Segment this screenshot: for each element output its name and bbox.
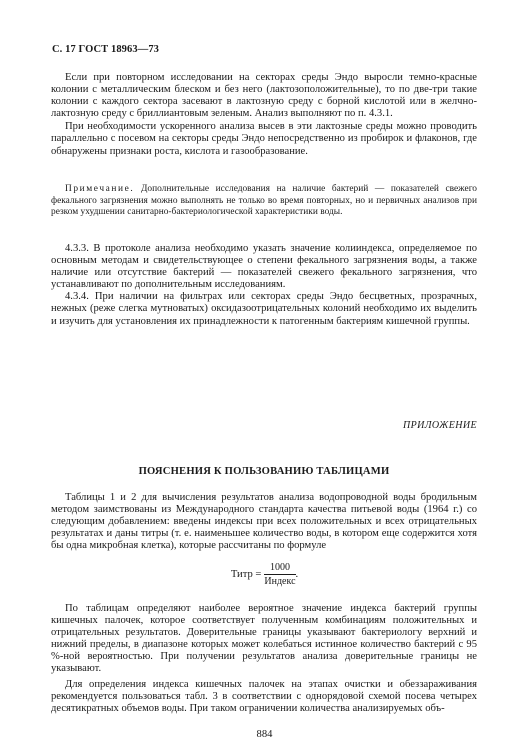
section-title: ПОЯСНЕНИЯ К ПОЛЬЗОВАНИЮ ТАБЛИЦАМИ <box>138 466 390 477</box>
paragraph: При необходимости ускоренного анализа высев в эти лактозные среды можно проводить параллельно с посевом на секторы среды Эндо непосредственно из пробирок и флаконов, где обнаружены признаки роста, кислота и газообразование. <box>51 121 477 157</box>
formula-lhs: Титр = <box>230 569 262 580</box>
text-block-2 <box>51 243 477 328</box>
note-paragraph <box>51 184 477 219</box>
paragraph: 4.3.4. При наличии на фильтрах или секторах среды Эндо бесцветных, прозрачных, нежных (реже слегка мутноватых) оксидазоотрицательных колоний необходимо их выделить и изучить для установления их принадлежности к патогенным бактериям кишечной группы. <box>51 291 477 327</box>
formula-fraction <box>264 562 295 587</box>
page-header: С. 17 ГОСТ 18963—73 <box>52 44 160 55</box>
text-block-1 <box>51 72 477 158</box>
page-number: 884 <box>256 729 273 740</box>
paragraph: Таблицы 1 и 2 для вычисления результатов анализа водопроводной воды бродильным методом заимствованы из Международного стандарта качества питьевой воды (1964 г.) со следующим добавлением: введены индексы при всех положительных и всех отрицательных результатах и даны титры (т. е. наименьшее количество воды, в котором еще содержится хотя бы одна микробная клетка), которые рассчитаны по формуле <box>51 492 477 552</box>
paragraph: 4.3.3. В протоколе анализа необходимо указать значение колииндекса, определяемое по основным методам и свидетельствующее о степени фекального загрязнения воды, а также наличие или отсутствие бактерий — показателей свежего фекального загрязнения, что устанавливают по дополнительным исследованиям. <box>51 243 477 291</box>
formula <box>0 562 529 587</box>
formula-tail: . <box>295 569 299 580</box>
formula-numerator: 1000 <box>264 562 295 575</box>
appendix-label: ПРИЛОЖЕНИЕ <box>403 420 477 431</box>
formula-denominator: Индекс <box>264 576 296 587</box>
note-text: Дополнительные исследования на наличие бактерий — показателей свежего фекального загрязнения можно выполнять не только во время повторных, но и первичных анализов при резком ухудшении санитарно-бактериологической характеристики воды. <box>51 184 477 218</box>
note-block <box>51 184 477 219</box>
paragraph: По таблицам определяют наиболее вероятное значение индекса бактерий группы кишечных палочек, которое соответствует полученным комбинациям положительных и отрицательных результатов. Доверительные границы указывают бактериологу верхний и нижний пределы, в диапазоне которых может колебаться истинное количество бактерий с 95 %-ной вероятностью. При получении результатов анализа доверительные границы не указывают. <box>51 603 477 675</box>
paragraph: Для определения индекса кишечных палочек на этапах очистки и обеззараживания рекомендуется пользоваться табл. 3 в соответствии с однорядовой схемой посева четырех десятикратных объемов воды. При таком ограничении количества анализируемых объ- <box>51 678 477 714</box>
appendix-intro <box>51 492 477 552</box>
paragraph: Если при повторном исследовании на секторах среды Эндо выросли темно-красные колонии с металлическим блеском и без него (лактозоположительные), то по две-три такие колонии с каждого сектора засевают в лактозную среду с борной кислотой или в желчно-лактозную среду с бриллиантовым зеленым. Анализ выполняют по п. 4.3.1. <box>51 72 477 120</box>
note-label: Примечание. <box>65 184 135 194</box>
appendix-body <box>51 603 477 715</box>
